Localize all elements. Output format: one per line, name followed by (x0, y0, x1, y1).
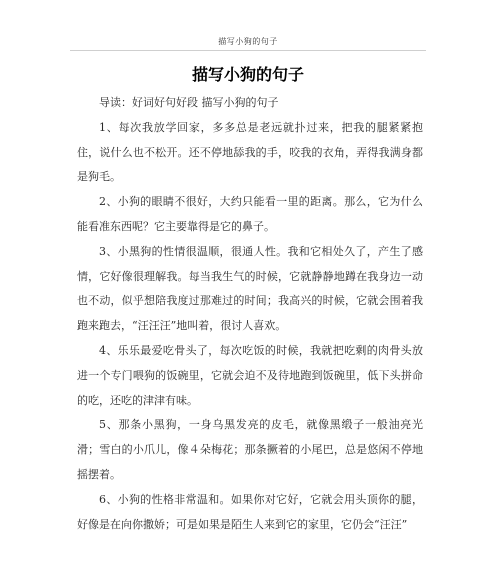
running-header: 描写小狗的句子 (218, 37, 278, 46)
paragraph-2: 2、小狗的眼睛不很好，大约只能看一里的距离。那么，它为什么能看准东西呢？它主要靠得是它的鼻子。 (77, 195, 423, 233)
document-title: 描写小狗的句子 (191, 65, 304, 84)
paragraph-1: 1、每次我放学回家，多多总是老远就扑过来，把我的腿紧紧抱住，说什么也不松开。还不停地舔我的手，咬我的衣角，弄得我满身都是狗毛。 (77, 120, 423, 184)
paragraph-3: 3、小黑狗的性情很温顺，很通人性。我和它相处久了，产生了感情，它好像很理解我。每当我生气的时候，它就静静地蹲在我身边一动也不动，似乎想陪我度过那难过的时间；我高兴的时候，它就会围着我跑来跑去，“汪汪汪”地叫着，很讨人喜欢。 (77, 244, 423, 333)
paragraph-5: 5、那条小黑狗，一身乌黑发亮的皮毛，就像黑缎子一般油亮光滑；雪白的小爪儿，像４朵梅花；那条撅着的小尾巴，总是悠闲不停地摇摆着。 (77, 418, 423, 481)
header-divider (70, 50, 426, 51)
intro-line: 导读：好词好句好段 描写小狗的句子 (99, 96, 279, 109)
paragraph-4: 4、乐乐最爱吃骨头了，每次吃饭的时候，我就把吃剩的肉骨头放进一个专门喂狗的饭碗里，它就会迫不及待地跑到饭碗里，低下头拼命的吃，还吃的津津有味。 (77, 343, 423, 407)
paragraph-6: 6、小狗的性格非常温和。如果你对它好，它就会用头顶你的腿，好像是在向你撒娇；可是如果是陌生人来到它的家里，它仍会“汪汪” (77, 492, 423, 531)
document-body (77, 91, 423, 537)
